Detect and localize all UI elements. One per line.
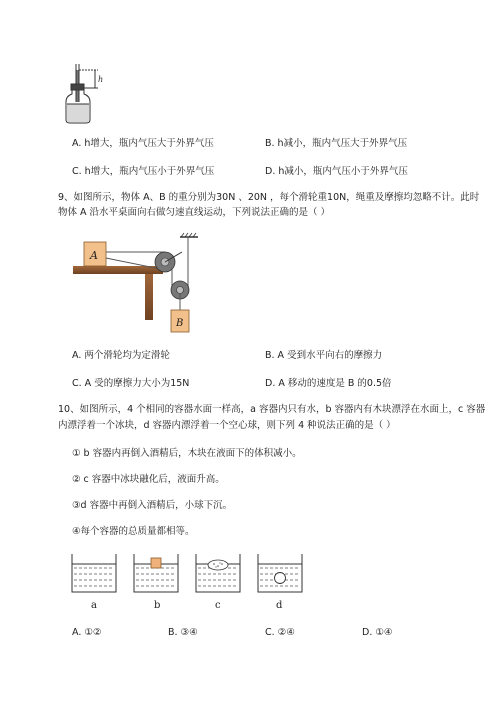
container-b-label: b <box>154 600 161 611</box>
q10-statement-3: ③d 容器中再倒入酒精后，小球下沉。 <box>72 500 233 511</box>
block-a-label: A <box>90 249 98 262</box>
q8-option-a[interactable]: A. h增大，瓶内气压大于外界气压 <box>72 138 214 149</box>
container-a-label: a <box>91 600 97 611</box>
q10-statement-1: ① b 容器内再倒入酒精后，木块在液面下的体积减小。 <box>72 448 302 459</box>
containers-figure <box>66 550 316 616</box>
container-c-label: c <box>215 600 221 611</box>
q9-option-d[interactable]: D. A 移动的速度是 B 的0.5倍 <box>265 378 392 389</box>
pulley-figure <box>70 232 210 334</box>
bottle-figure <box>62 62 112 126</box>
q10-stem-line1: 10、如图所示，4 个相同的容器水面一样高，a 容器内只有水，b 容器内有木块漂浮在水面上，c 容器 <box>58 404 486 415</box>
height-label: h <box>98 75 104 84</box>
q8-option-d[interactable]: D. h减小，瓶内气压小于外界气压 <box>265 166 408 177</box>
container-d-label: d <box>276 600 283 611</box>
q8-option-c[interactable]: C. h增大，瓶内气压小于外界气压 <box>72 166 215 177</box>
q10-statement-2: ② c 容器中冰块融化后，液面升高。 <box>72 474 225 485</box>
q10-stem-line2: 内漂浮着一个冰块，d 容器内漂浮着一个空心球，则下列 4 种说法正确的是（ ） <box>58 420 396 431</box>
q10-option-c[interactable]: C. ②④ <box>265 627 295 638</box>
q9-stem-line2: 物体 A 沿水平桌面向右做匀速直线运动，下列说法正确的是（ ） <box>58 207 331 218</box>
block-b-label: B <box>176 318 184 329</box>
q10-option-d[interactable]: D. ①④ <box>362 627 393 638</box>
q10-option-b[interactable]: B. ③④ <box>168 627 198 638</box>
q9-option-a[interactable]: A. 两个滑轮均为定滑轮 <box>72 350 170 361</box>
q10-statement-4: ④每个容器的总质量都相等。 <box>72 526 195 537</box>
q10-option-a[interactable]: A. ①② <box>72 627 102 638</box>
q8-option-b[interactable]: B. h减小，瓶内气压大于外界气压 <box>265 138 408 149</box>
q9-option-b[interactable]: B. A 受到水平向右的摩擦力 <box>265 350 383 361</box>
q9-stem-line1: 9、如图所示，物体 A、B 的重分别为30N 、20N ，每个滑轮重10N，绳重及摩擦均忽略不计。此时 <box>58 192 480 203</box>
q9-option-c[interactable]: C. A 受的摩擦力大小为15N <box>72 378 190 389</box>
